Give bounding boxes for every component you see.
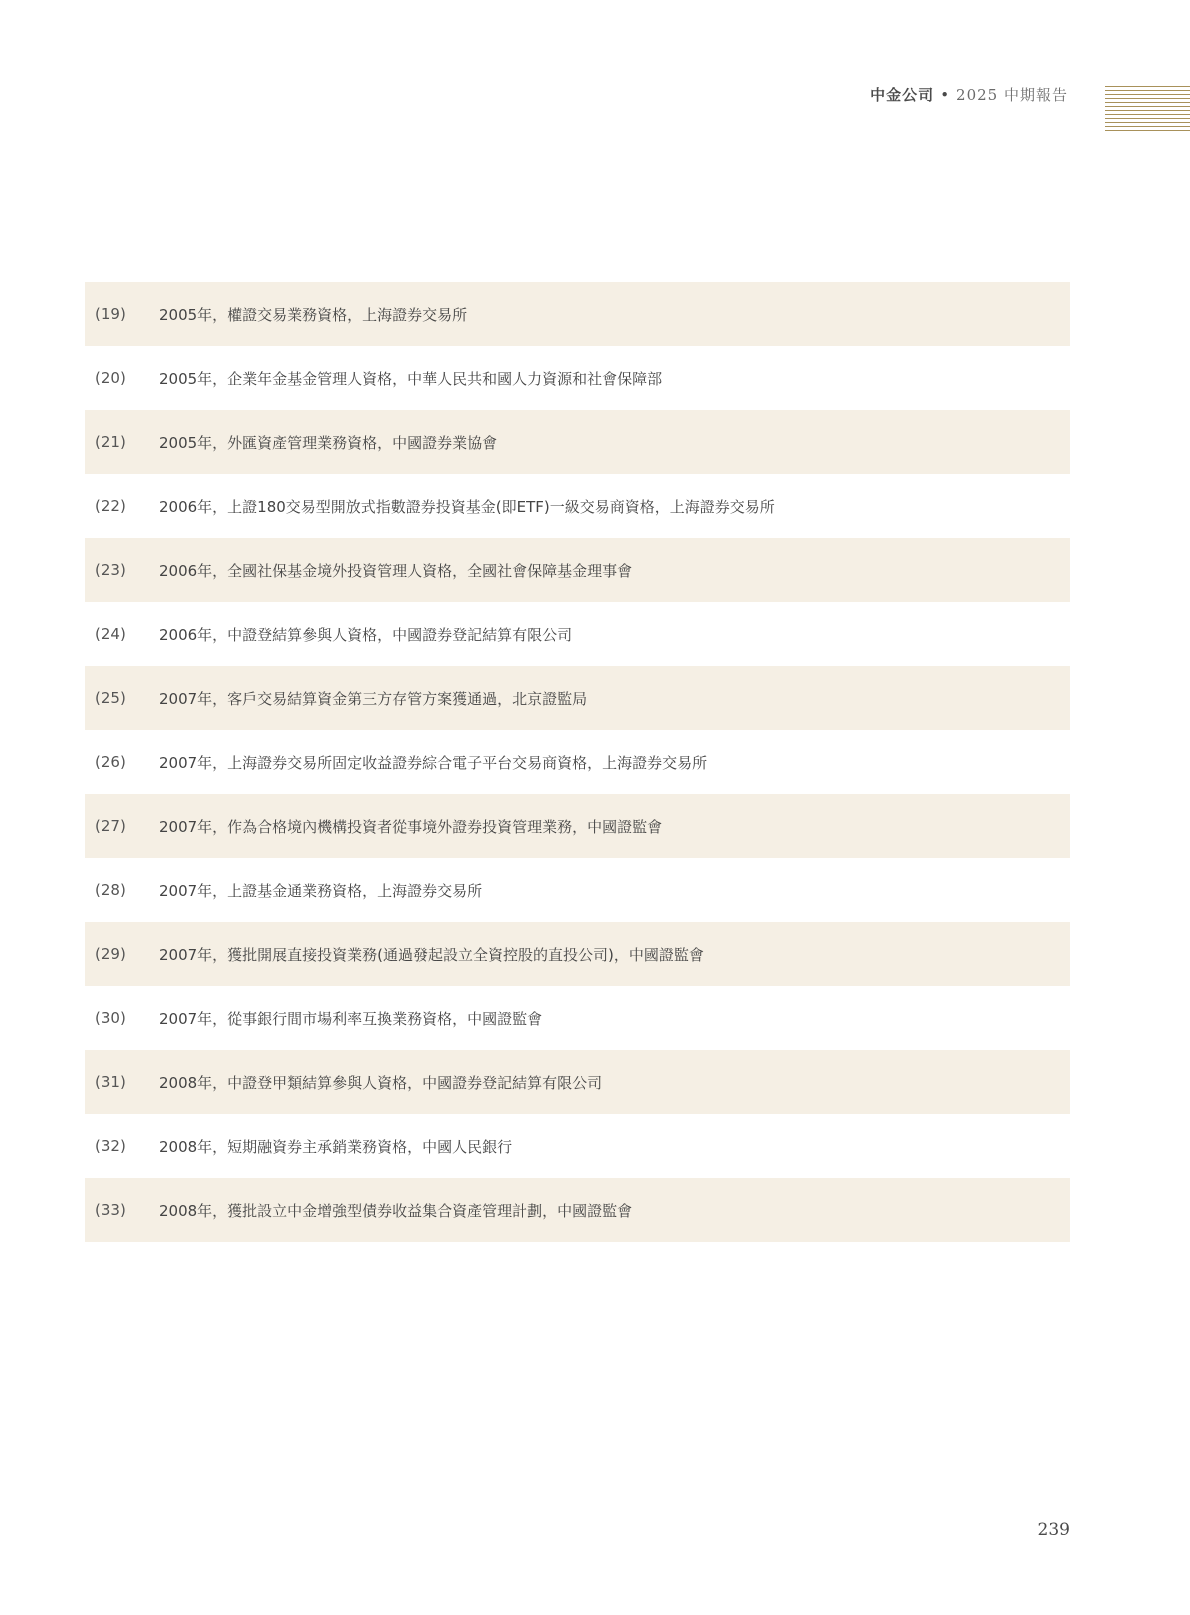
item-text: 2006年，上證180交易型開放式指數證券投資基金(即ETF)一級交易商資格，上海證券交易所 — [159, 497, 775, 516]
list-item — [85, 922, 1070, 986]
item-number: (26) — [95, 753, 126, 771]
list-item — [85, 986, 1070, 1050]
qualifications-list — [85, 282, 1070, 1242]
list-item — [85, 602, 1070, 666]
list-item — [85, 282, 1070, 346]
list-item — [85, 666, 1070, 730]
item-number: (25) — [95, 689, 126, 707]
item-number: (20) — [95, 369, 126, 387]
list-item — [85, 794, 1070, 858]
item-number: (33) — [95, 1201, 126, 1219]
item-text: 2008年，獲批設立中金增強型債券收益集合資產管理計劃，中國證監會 — [159, 1201, 633, 1220]
item-number: (31) — [95, 1073, 126, 1091]
item-text: 2006年，中證登結算參與人資格，中國證券登記結算有限公司 — [159, 625, 573, 644]
item-text: 2007年，從事銀行間市場利率互換業務資格，中國證監會 — [159, 1009, 543, 1028]
item-text: 2007年，獲批開展直接投資業務(通過發起設立全資控股的直投公司)，中國證監會 — [159, 945, 704, 964]
item-number: (19) — [95, 305, 126, 323]
item-text: 2007年，客戶交易結算資金第三方存管方案獲通過，北京證監局 — [159, 689, 588, 708]
item-text: 2005年，外匯資產管理業務資格，中國證券業協會 — [159, 433, 498, 452]
decorative-stripes — [1105, 86, 1190, 136]
item-number: (32) — [95, 1137, 126, 1155]
list-item — [85, 474, 1070, 538]
list-item — [85, 1114, 1070, 1178]
item-number: (30) — [95, 1009, 126, 1027]
header-separator: • — [940, 86, 951, 104]
list-item — [85, 730, 1070, 794]
list-item — [85, 1178, 1070, 1242]
report-title: 2025 中期報告 — [956, 86, 1068, 104]
item-text: 2008年，短期融資券主承銷業務資格，中國人民銀行 — [159, 1137, 513, 1156]
item-text: 2005年，企業年金基金管理人資格，中華人民共和國人力資源和社會保障部 — [159, 369, 663, 388]
list-item — [85, 538, 1070, 602]
company-name: 中金公司 — [870, 86, 935, 104]
page-number: 239 — [1037, 1520, 1070, 1540]
item-text: 2005年，權證交易業務資格，上海證券交易所 — [159, 305, 468, 324]
item-number: (24) — [95, 625, 126, 643]
running-header — [870, 84, 1068, 105]
item-text: 2007年，作為合格境內機構投資者從事境外證券投資管理業務，中國證監會 — [159, 817, 663, 836]
item-number: (28) — [95, 881, 126, 899]
item-number: (23) — [95, 561, 126, 579]
item-number: (22) — [95, 497, 126, 515]
item-number: (21) — [95, 433, 126, 451]
list-item — [85, 346, 1070, 410]
item-text: 2007年，上證基金通業務資格，上海證券交易所 — [159, 881, 483, 900]
list-item — [85, 410, 1070, 474]
list-item — [85, 1050, 1070, 1114]
list-item — [85, 858, 1070, 922]
item-text: 2006年，全國社保基金境外投資管理人資格，全國社會保障基金理事會 — [159, 561, 633, 580]
item-number: (27) — [95, 817, 126, 835]
item-text: 2008年，中證登甲類結算參與人資格，中國證券登記結算有限公司 — [159, 1073, 603, 1092]
item-text: 2007年，上海證券交易所固定收益證券綜合電子平台交易商資格，上海證券交易所 — [159, 753, 708, 772]
item-number: (29) — [95, 945, 126, 963]
